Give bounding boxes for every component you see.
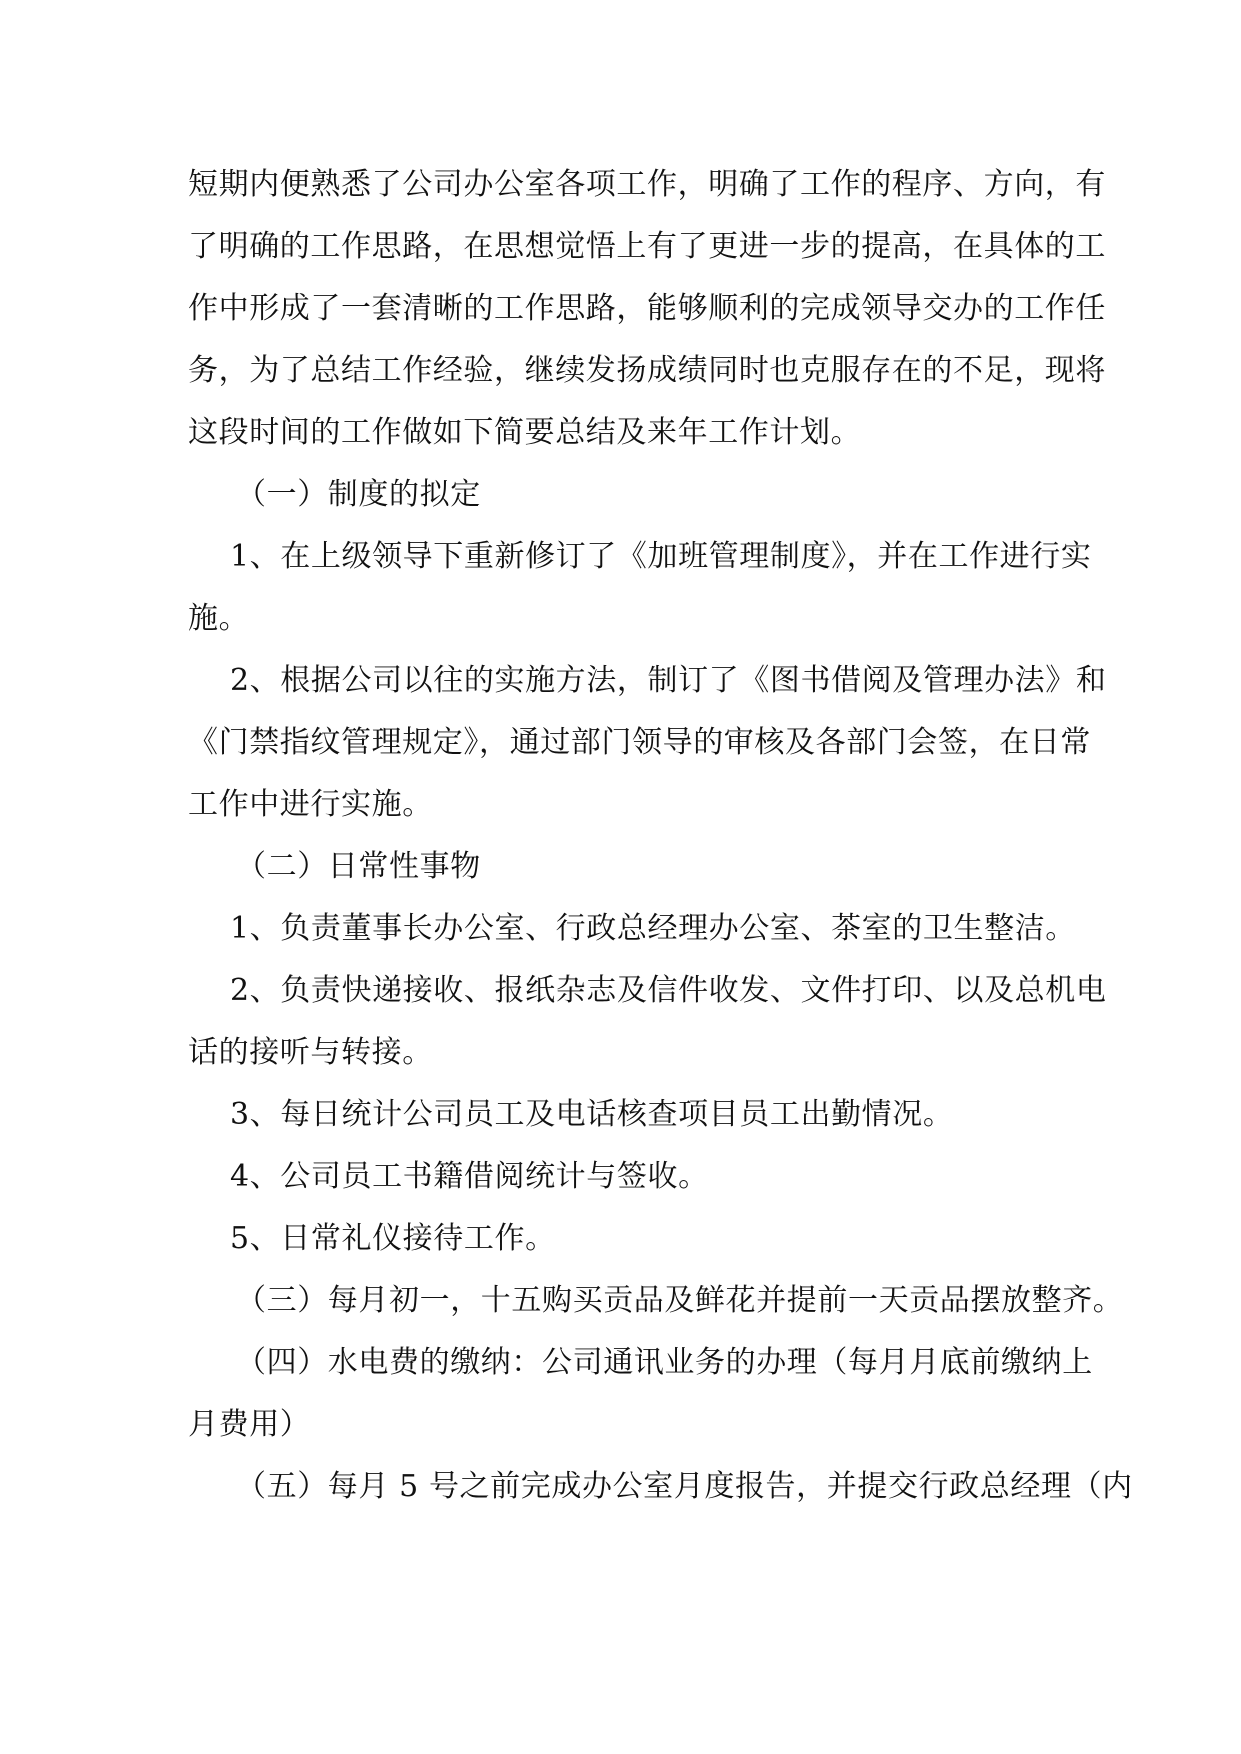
section-heading: （三）每月初一，十五购买贡品及鲜花并提前一天贡品摆放整齐。	[236, 1283, 1124, 1318]
list-item: 4、公司员工书籍借阅统计与签收。	[230, 1159, 709, 1194]
body-text	[188, 154, 1133, 1518]
text-line: 话的接听与转接。	[188, 1035, 433, 1070]
text-line: 《门禁指纹管理规定》，通过部门领导的审核及各部门会签，在日常	[188, 725, 1091, 760]
text-line: 了明确的工作思路，在思想觉悟上有了更进一步的提高，在具体的工	[188, 229, 1106, 264]
list-item: 2、根据公司以往的实施方法，制订了《图书借阅及管理办法》和	[230, 663, 1107, 698]
section-heading: （四）水电费的缴纳：公司通讯业务的办理（每月月底前缴纳上	[236, 1345, 1093, 1380]
text-line: 短期内便熟悉了公司办公室各项工作，明确了工作的程序、方向，有	[188, 167, 1106, 202]
list-item: 3、每日统计公司员工及电话核查项目员工出勤情况。	[230, 1097, 954, 1132]
text-line: 作中形成了一套清晰的工作思路，能够顺利的完成领导交办的工作任	[188, 291, 1106, 326]
text-line: 施。	[188, 601, 250, 636]
text-line: 工作中进行实施。	[188, 787, 433, 822]
section-heading: （五）每月 5 号之前完成办公室月度报告，并提交行政总经理（内	[236, 1469, 1133, 1504]
section-heading: （一）制度的拟定	[236, 477, 481, 512]
list-item: 5、日常礼仪接待工作。	[230, 1221, 556, 1256]
text-line: 月费用）	[188, 1407, 311, 1442]
section-heading: （二）日常性事物	[236, 849, 481, 884]
list-item: 1、负责董事长办公室、行政总经理办公室、茶室的卫生整洁。	[230, 911, 1076, 946]
list-item: 2、负责快递接收、报纸杂志及信件收发、文件打印、以及总机电	[230, 973, 1107, 1008]
list-item: 1、在上级领导下重新修订了《加班管理制度》，并在工作进行实	[230, 539, 1092, 574]
text-line: 务，为了总结工作经验，继续发扬成绩同时也克服存在的不足，现将	[188, 353, 1106, 388]
text-line: 这段时间的工作做如下简要总结及来年工作计划。	[188, 415, 862, 450]
